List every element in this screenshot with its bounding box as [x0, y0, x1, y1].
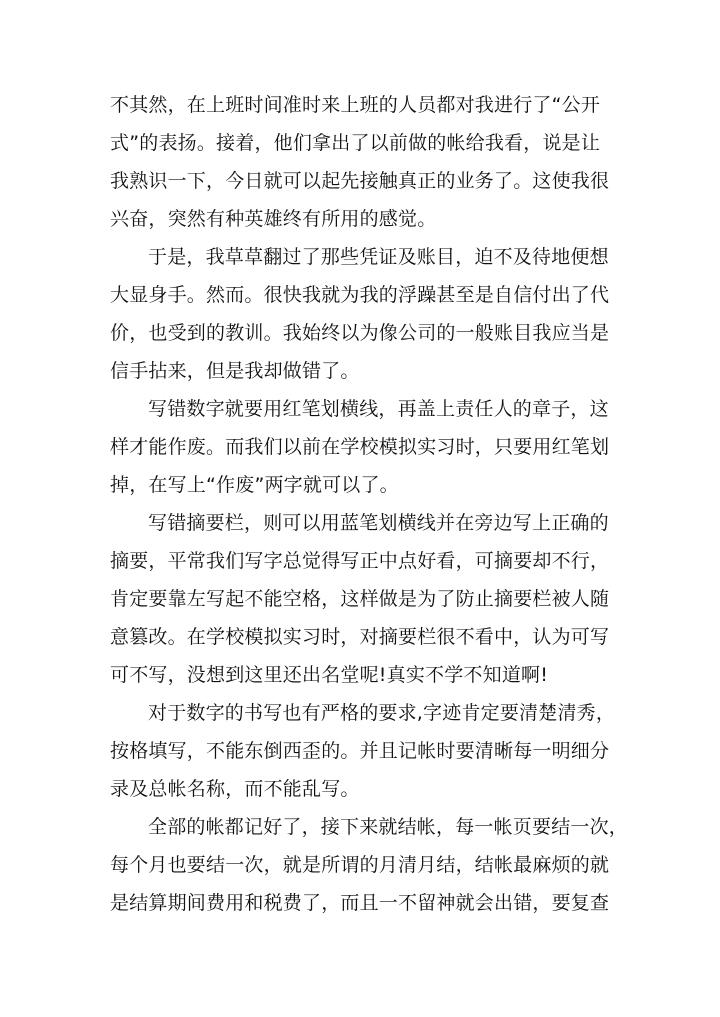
text-line: 录及总帐名称，而不能乱写。	[110, 778, 360, 800]
text-line: 摘要，平常我们写字总觉得写正中点好看，可摘要却不行，	[110, 550, 610, 572]
text-line: 掉，在写上“作废”两字就可以了。	[110, 474, 399, 496]
text-line: 是结算期间费用和税费了，而且一不留神就会出错，要复查	[110, 892, 610, 914]
text-line: 兴奋，突然有种英雄终有所用的感觉。	[110, 208, 437, 230]
text-line: 大显身手。然而。很快我就为我的浮躁甚至是自信付出了代	[110, 284, 610, 306]
text-line: 式”的表扬。接着，他们拿出了以前做的帐给我看，说是让	[110, 132, 601, 154]
text-line: 对于数字的书写也有严格的要求,字迹肯定要清楚清秀，	[148, 702, 616, 724]
text-line: 写错数字就要用红笔划横线，再盖上责任人的章子，这	[148, 398, 609, 420]
text-line: 于是，我草草翻过了那些凭证及账目，迫不及待地便想	[148, 246, 609, 268]
text-line: 全部的帐都记好了，接下来就结帐，每一帐页要结一次，	[148, 816, 629, 838]
body-text	[110, 86, 629, 922]
text-line: 写错摘要栏，则可以用蓝笔划横线并在旁边写上正确的	[148, 512, 609, 534]
text-line: 信手拈来，但是我却做错了。	[110, 360, 360, 382]
text-line: 可不写，没想到这里还出名堂呢!真实不学不知道啊!	[110, 664, 549, 686]
text-line: 肯定要靠左写起不能空格，这样做是为了防止摘要栏被人随	[110, 588, 610, 610]
text-line: 意篡改。在学校模拟实习时，对摘要栏很不看中，认为可写	[110, 626, 610, 648]
text-line: 我熟识一下，今日就可以起先接触真正的业务了。这使我很	[110, 170, 610, 192]
text-line: 按格填写，不能东倒西歪的。并且记帐时要清晰每一明细分	[110, 740, 610, 762]
text-line: 不其然，在上班时间准时来上班的人员都对我进行了“公开	[110, 94, 601, 116]
text-line: 价，也受到的教训。我始终以为像公司的一般账目我应当是	[110, 322, 610, 344]
text-line: 每个月也要结一次，就是所谓的月清月结，结帐最麻烦的就	[110, 854, 610, 876]
text-line: 样才能作废。而我们以前在学校模拟实习时，只要用红笔划	[110, 436, 610, 458]
